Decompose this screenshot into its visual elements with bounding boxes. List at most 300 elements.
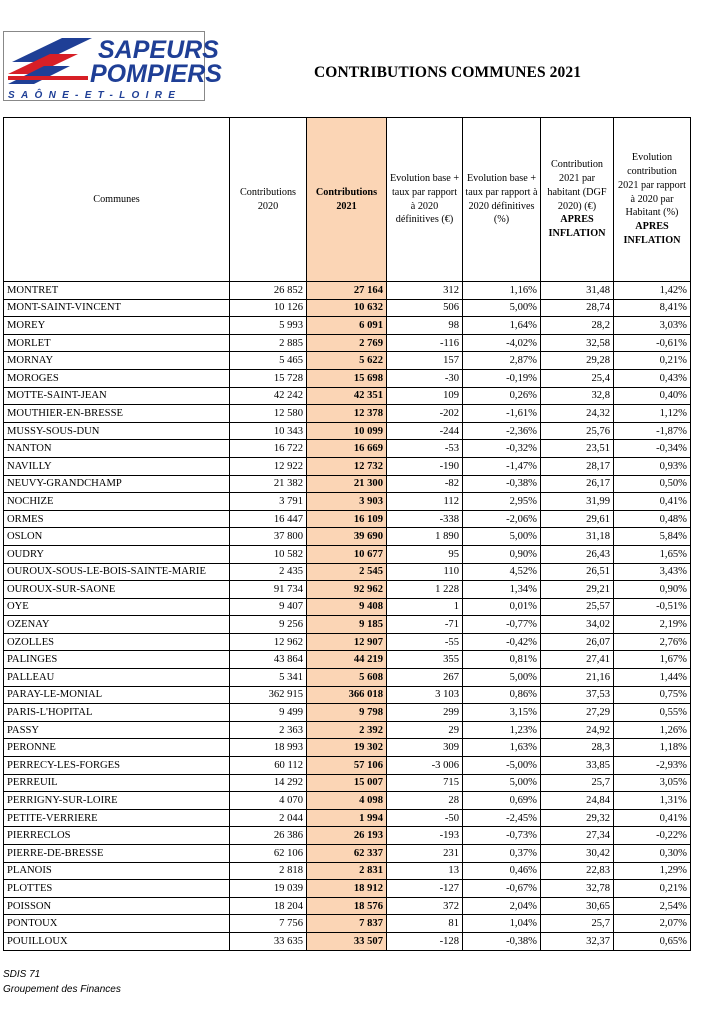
cell-contrib-2020: 33 635 (230, 932, 307, 950)
cell-commune: OZOLLES (4, 633, 230, 651)
cell-contrib-2021: 2 545 (307, 563, 387, 581)
cell-per-habitant: 31,99 (541, 493, 614, 511)
cell-contrib-2020: 12 922 (230, 457, 307, 475)
cell-evol-habitant: 2,76% (614, 633, 691, 651)
cell-evol-pct: 0,46% (463, 862, 541, 880)
table-row (4, 721, 691, 739)
cell-per-habitant: 26,17 (541, 475, 614, 493)
table-row (4, 440, 691, 458)
logo-line2: POMPIERS (90, 60, 222, 88)
cell-contrib-2021: 26 193 (307, 827, 387, 845)
cell-evol-pct: 1,16% (463, 282, 541, 300)
cell-evol-habitant: 1,26% (614, 721, 691, 739)
cell-commune: MUSSY-SOUS-DUN (4, 422, 230, 440)
cell-commune: PARIS-L'HOPITAL (4, 704, 230, 722)
cell-evol-habitant: 2,19% (614, 616, 691, 634)
cell-evol-pct: 5,00% (463, 774, 541, 792)
cell-evol-eur: 299 (387, 704, 463, 722)
cell-per-habitant: 31,48 (541, 282, 614, 300)
cell-contrib-2020: 60 112 (230, 757, 307, 775)
cell-evol-habitant: 1,12% (614, 405, 691, 423)
cell-commune: MORNAY (4, 352, 230, 370)
cell-evol-pct: 0,69% (463, 792, 541, 810)
cell-contrib-2020: 362 915 (230, 686, 307, 704)
cell-evol-habitant: 1,29% (614, 862, 691, 880)
cell-contrib-2021: 18 576 (307, 897, 387, 915)
cell-evol-habitant: 0,21% (614, 880, 691, 898)
cell-evol-habitant: 2,07% (614, 915, 691, 933)
cell-contrib-2020: 91 734 (230, 581, 307, 599)
cell-per-habitant: 32,58 (541, 334, 614, 352)
cell-contrib-2021: 3 903 (307, 493, 387, 511)
cell-evol-eur: -71 (387, 616, 463, 634)
cell-evol-habitant: 3,05% (614, 774, 691, 792)
cell-per-habitant: 30,65 (541, 897, 614, 915)
cell-evol-eur: 81 (387, 915, 463, 933)
cell-evol-pct: -0,38% (463, 932, 541, 950)
cell-contrib-2021: 15 698 (307, 369, 387, 387)
table-row (4, 915, 691, 933)
cell-commune: PASSY (4, 721, 230, 739)
table-row (4, 792, 691, 810)
cell-commune: NAVILLY (4, 457, 230, 475)
cell-contrib-2021: 7 837 (307, 915, 387, 933)
table-row (4, 493, 691, 511)
cell-contrib-2021: 27 164 (307, 282, 387, 300)
cell-commune: MOUTHIER-EN-BRESSE (4, 405, 230, 423)
cell-per-habitant: 28,3 (541, 739, 614, 757)
cell-contrib-2020: 12 962 (230, 633, 307, 651)
cell-evol-eur: 231 (387, 845, 463, 863)
cell-evol-habitant: 8,41% (614, 299, 691, 317)
cell-contrib-2021: 10 677 (307, 545, 387, 563)
cell-evol-pct: -0,38% (463, 475, 541, 493)
cell-per-habitant: 26,43 (541, 545, 614, 563)
cell-contrib-2021: 16 109 (307, 510, 387, 528)
cell-evol-habitant: -2,93% (614, 757, 691, 775)
cell-contrib-2021: 19 302 (307, 739, 387, 757)
cell-evol-habitant: 1,44% (614, 669, 691, 687)
cell-per-habitant: 24,32 (541, 405, 614, 423)
table-row (4, 317, 691, 335)
cell-evol-pct: 0,26% (463, 387, 541, 405)
cell-evol-habitant: -0,22% (614, 827, 691, 845)
table-row (4, 880, 691, 898)
cell-evol-pct: 1,04% (463, 915, 541, 933)
cell-contrib-2021: 2 831 (307, 862, 387, 880)
cell-evol-habitant: 0,41% (614, 493, 691, 511)
cell-evol-pct: 0,37% (463, 845, 541, 863)
cell-evol-eur: 506 (387, 299, 463, 317)
col-header-evol-pct: Evolution base + taux par rapport à 2020 définitives (%) (463, 118, 541, 282)
cell-evol-pct: 1,34% (463, 581, 541, 599)
cell-contrib-2020: 4 070 (230, 792, 307, 810)
table-row (4, 827, 691, 845)
cell-contrib-2020: 18 204 (230, 897, 307, 915)
cell-contrib-2020: 2 435 (230, 563, 307, 581)
cell-contrib-2020: 10 582 (230, 545, 307, 563)
table-row (4, 651, 691, 669)
cell-contrib-2020: 9 499 (230, 704, 307, 722)
table-row (4, 369, 691, 387)
cell-evol-habitant: -0,51% (614, 598, 691, 616)
cell-contrib-2021: 16 669 (307, 440, 387, 458)
table-row (4, 739, 691, 757)
cell-commune: OZENAY (4, 616, 230, 634)
cell-contrib-2021: 12 378 (307, 405, 387, 423)
cell-per-habitant: 22,83 (541, 862, 614, 880)
table-row (4, 845, 691, 863)
cell-per-habitant: 32,8 (541, 387, 614, 405)
cell-contrib-2020: 2 818 (230, 862, 307, 880)
cell-per-habitant: 28,2 (541, 317, 614, 335)
cell-contrib-2020: 9 256 (230, 616, 307, 634)
cell-contrib-2021: 1 994 (307, 809, 387, 827)
cell-evol-pct: 4,52% (463, 563, 541, 581)
cell-per-habitant: 32,37 (541, 932, 614, 950)
cell-per-habitant: 26,07 (541, 633, 614, 651)
footer-org: SDIS 71 (3, 969, 41, 980)
table-row (4, 387, 691, 405)
cell-commune: PONTOUX (4, 915, 230, 933)
footer (3, 967, 121, 997)
table-row (4, 334, 691, 352)
cell-evol-eur: -82 (387, 475, 463, 493)
cell-evol-habitant: 1,65% (614, 545, 691, 563)
cell-per-habitant: 29,21 (541, 581, 614, 599)
cell-commune: POISSON (4, 897, 230, 915)
cell-evol-eur: 355 (387, 651, 463, 669)
cell-evol-pct: 2,87% (463, 352, 541, 370)
cell-contrib-2021: 12 907 (307, 633, 387, 651)
cell-contrib-2021: 366 018 (307, 686, 387, 704)
contributions-table (3, 117, 691, 951)
cell-commune: MOTTE-SAINT-JEAN (4, 387, 230, 405)
cell-evol-habitant: -0,34% (614, 440, 691, 458)
cell-contrib-2020: 16 447 (230, 510, 307, 528)
col-header-evol-habitant (614, 118, 691, 282)
cell-evol-habitant: 0,50% (614, 475, 691, 493)
col-header-contrib-2020: Contributions 2020 (230, 118, 307, 282)
cell-contrib-2020: 18 993 (230, 739, 307, 757)
cell-evol-eur: -244 (387, 422, 463, 440)
cell-evol-pct: -0,73% (463, 827, 541, 845)
cell-contrib-2021: 10 632 (307, 299, 387, 317)
cell-contrib-2020: 2 885 (230, 334, 307, 352)
cell-evol-habitant: 0,90% (614, 581, 691, 599)
cell-contrib-2020: 21 382 (230, 475, 307, 493)
cell-evol-pct: -0,32% (463, 440, 541, 458)
table-row (4, 704, 691, 722)
table-row (4, 809, 691, 827)
cell-evol-eur: 109 (387, 387, 463, 405)
cell-evol-pct: -2,45% (463, 809, 541, 827)
cell-evol-pct: 5,00% (463, 299, 541, 317)
cell-contrib-2020: 5 993 (230, 317, 307, 335)
table-row (4, 475, 691, 493)
cell-evol-eur: 110 (387, 563, 463, 581)
table-row (4, 528, 691, 546)
cell-commune: MOROGES (4, 369, 230, 387)
cell-per-habitant: 25,4 (541, 369, 614, 387)
table-row (4, 563, 691, 581)
cell-evol-habitant: 2,54% (614, 897, 691, 915)
cell-evol-pct: -0,42% (463, 633, 541, 651)
cell-evol-habitant: -0,61% (614, 334, 691, 352)
cell-evol-pct: -2,06% (463, 510, 541, 528)
cell-evol-eur: -3 006 (387, 757, 463, 775)
table-body (4, 282, 691, 951)
cell-evol-habitant: 0,93% (614, 457, 691, 475)
cell-evol-pct: -0,77% (463, 616, 541, 634)
cell-evol-pct: 1,23% (463, 721, 541, 739)
cell-per-habitant: 27,29 (541, 704, 614, 722)
cell-contrib-2021: 92 962 (307, 581, 387, 599)
col-header-commune: Communes (4, 118, 230, 282)
cell-evol-pct: 1,64% (463, 317, 541, 335)
cell-contrib-2021: 18 912 (307, 880, 387, 898)
cell-evol-habitant: 0,48% (614, 510, 691, 528)
table-row (4, 897, 691, 915)
cell-contrib-2020: 12 580 (230, 405, 307, 423)
cell-evol-eur: -190 (387, 457, 463, 475)
table-row (4, 352, 691, 370)
cell-contrib-2021: 6 091 (307, 317, 387, 335)
table-row (4, 457, 691, 475)
cell-contrib-2020: 42 242 (230, 387, 307, 405)
cell-per-habitant: 25,57 (541, 598, 614, 616)
cell-commune: MONT-SAINT-VINCENT (4, 299, 230, 317)
cell-evol-eur: -50 (387, 809, 463, 827)
cell-evol-pct: -1,47% (463, 457, 541, 475)
cell-evol-eur: -338 (387, 510, 463, 528)
table-row (4, 510, 691, 528)
logo-line1: SAPEURS (98, 36, 219, 64)
cell-commune: PIERRE-DE-BRESSE (4, 845, 230, 863)
cell-per-habitant: 30,42 (541, 845, 614, 863)
cell-contrib-2021: 15 007 (307, 774, 387, 792)
col-header-contrib-2021-label: Contributions 2021 (315, 186, 378, 212)
cell-evol-eur: -202 (387, 405, 463, 423)
cell-evol-pct: 1,63% (463, 739, 541, 757)
table-row (4, 405, 691, 423)
page-title: CONTRIBUTIONS COMMUNES 2021 (314, 64, 582, 81)
cell-evol-eur: 28 (387, 792, 463, 810)
table-row (4, 686, 691, 704)
cell-contrib-2020: 15 728 (230, 369, 307, 387)
cell-evol-eur: 3 103 (387, 686, 463, 704)
cell-evol-eur: -116 (387, 334, 463, 352)
cell-per-habitant: 33,85 (541, 757, 614, 775)
table-row (4, 757, 691, 775)
cell-per-habitant: 37,53 (541, 686, 614, 704)
cell-per-habitant: 21,16 (541, 669, 614, 687)
table-row (4, 669, 691, 687)
cell-contrib-2021: 62 337 (307, 845, 387, 863)
cell-per-habitant: 29,28 (541, 352, 614, 370)
cell-evol-eur: 1 890 (387, 528, 463, 546)
cell-contrib-2020: 14 292 (230, 774, 307, 792)
cell-evol-habitant: 0,30% (614, 845, 691, 863)
cell-per-habitant: 27,41 (541, 651, 614, 669)
cell-per-habitant: 28,17 (541, 457, 614, 475)
col-header-contrib-2021 (307, 118, 387, 282)
cell-commune: OUROUX-SUR-SAONE (4, 581, 230, 599)
cell-per-habitant: 24,92 (541, 721, 614, 739)
cell-evol-pct: 2,04% (463, 897, 541, 915)
cell-evol-eur: -193 (387, 827, 463, 845)
cell-contrib-2021: 9 798 (307, 704, 387, 722)
cell-evol-pct: 0,90% (463, 545, 541, 563)
cell-evol-habitant: 3,43% (614, 563, 691, 581)
cell-per-habitant: 31,18 (541, 528, 614, 546)
cell-commune: PERREUIL (4, 774, 230, 792)
cell-commune: MORLET (4, 334, 230, 352)
cell-evol-pct: -0,67% (463, 880, 541, 898)
cell-evol-pct: 0,81% (463, 651, 541, 669)
cell-commune: POUILLOUX (4, 932, 230, 950)
cell-contrib-2020: 5 465 (230, 352, 307, 370)
cell-commune: PETITE-VERRIERE (4, 809, 230, 827)
cell-commune: NOCHIZE (4, 493, 230, 511)
cell-contrib-2021: 9 185 (307, 616, 387, 634)
cell-evol-eur: 98 (387, 317, 463, 335)
cell-evol-habitant: 0,21% (614, 352, 691, 370)
table-row (4, 598, 691, 616)
cell-commune: PLOTTES (4, 880, 230, 898)
cell-evol-habitant: 0,43% (614, 369, 691, 387)
table-row (4, 862, 691, 880)
cell-evol-habitant: 0,75% (614, 686, 691, 704)
cell-commune: NANTON (4, 440, 230, 458)
cell-per-habitant: 25,7 (541, 774, 614, 792)
cell-evol-habitant: 0,55% (614, 704, 691, 722)
cell-contrib-2021: 12 732 (307, 457, 387, 475)
cell-evol-habitant: -1,87% (614, 422, 691, 440)
footer-dept: Groupement des Finances (3, 984, 121, 995)
cell-contrib-2020: 5 341 (230, 669, 307, 687)
cell-commune: PALLEAU (4, 669, 230, 687)
cell-contrib-2021: 39 690 (307, 528, 387, 546)
cell-contrib-2021: 42 351 (307, 387, 387, 405)
cell-contrib-2021: 2 769 (307, 334, 387, 352)
cell-contrib-2021: 5 622 (307, 352, 387, 370)
table-row (4, 545, 691, 563)
cell-evol-eur: 372 (387, 897, 463, 915)
table-row (4, 299, 691, 317)
cell-evol-habitant: 0,65% (614, 932, 691, 950)
cell-evol-habitant: 0,40% (614, 387, 691, 405)
cell-contrib-2021: 5 608 (307, 669, 387, 687)
cell-contrib-2020: 2 363 (230, 721, 307, 739)
cell-contrib-2020: 10 126 (230, 299, 307, 317)
cell-evol-pct: 3,15% (463, 704, 541, 722)
cell-evol-eur: -128 (387, 932, 463, 950)
cell-contrib-2020: 9 407 (230, 598, 307, 616)
cell-evol-habitant: 1,18% (614, 739, 691, 757)
col-header-per-habitant-bold: APRES INFLATION (548, 214, 606, 240)
col-header-evol-habitant-label: Evolution contribution 2021 par rapport à 2020 par Habitant (%) (618, 152, 686, 219)
cell-contrib-2021: 10 099 (307, 422, 387, 440)
cell-evol-eur: -127 (387, 880, 463, 898)
col-header-evol-habitant-bold: APRES INFLATION (623, 221, 681, 246)
cell-evol-eur: -53 (387, 440, 463, 458)
cell-per-habitant: 34,02 (541, 616, 614, 634)
cell-evol-eur: 29 (387, 721, 463, 739)
cell-per-habitant: 26,51 (541, 563, 614, 581)
cell-contrib-2020: 10 343 (230, 422, 307, 440)
cell-contrib-2021: 33 507 (307, 932, 387, 950)
cell-contrib-2020: 16 722 (230, 440, 307, 458)
table-row (4, 633, 691, 651)
cell-evol-pct: -4,02% (463, 334, 541, 352)
cell-evol-pct: -1,61% (463, 405, 541, 423)
cell-contrib-2021: 21 300 (307, 475, 387, 493)
cell-evol-pct: 0,01% (463, 598, 541, 616)
cell-per-habitant: 32,78 (541, 880, 614, 898)
cell-contrib-2020: 26 386 (230, 827, 307, 845)
cell-evol-eur: 309 (387, 739, 463, 757)
cell-per-habitant: 24,84 (541, 792, 614, 810)
cell-per-habitant: 29,61 (541, 510, 614, 528)
cell-evol-eur: -55 (387, 633, 463, 651)
cell-evol-habitant: 1,42% (614, 282, 691, 300)
cell-evol-eur: 1 228 (387, 581, 463, 599)
cell-per-habitant: 23,51 (541, 440, 614, 458)
cell-evol-eur: 95 (387, 545, 463, 563)
table-row (4, 422, 691, 440)
cell-evol-pct: 2,95% (463, 493, 541, 511)
cell-commune: PERRECY-LES-FORGES (4, 757, 230, 775)
cell-per-habitant: 25,76 (541, 422, 614, 440)
cell-evol-pct: -2,36% (463, 422, 541, 440)
cell-contrib-2021: 44 219 (307, 651, 387, 669)
cell-contrib-2020: 3 791 (230, 493, 307, 511)
cell-commune: OUROUX-SOUS-LE-BOIS-SAINTE-MARIE (4, 563, 230, 581)
cell-commune: PERONNE (4, 739, 230, 757)
table-row (4, 282, 691, 300)
flag-stripes-icon (4, 32, 222, 101)
table-row (4, 774, 691, 792)
col-header-evol-eur: Evolution base + taux par rapport à 2020 définitives (€) (387, 118, 463, 282)
cell-commune: ORMES (4, 510, 230, 528)
col-header-per-habitant-label: Contribution 2021 par habitant (DGF 2020) (€) (547, 159, 607, 212)
cell-evol-eur: 112 (387, 493, 463, 511)
cell-evol-eur: 715 (387, 774, 463, 792)
cell-contrib-2020: 26 852 (230, 282, 307, 300)
cell-contrib-2020: 2 044 (230, 809, 307, 827)
cell-per-habitant: 27,34 (541, 827, 614, 845)
cell-commune: OYE (4, 598, 230, 616)
sdis-logo (3, 31, 222, 101)
cell-commune: PARAY-LE-MONIAL (4, 686, 230, 704)
cell-evol-eur: 1 (387, 598, 463, 616)
cell-evol-eur: 312 (387, 282, 463, 300)
cell-contrib-2020: 19 039 (230, 880, 307, 898)
cell-commune: NEUVY-GRANDCHAMP (4, 475, 230, 493)
cell-evol-habitant: 0,41% (614, 809, 691, 827)
col-header-per-habitant (541, 118, 614, 282)
logo-subtitle: SAÔNE-ET-LOIRE (8, 90, 182, 101)
cell-commune: MOREY (4, 317, 230, 335)
cell-contrib-2020: 62 106 (230, 845, 307, 863)
cell-per-habitant: 29,32 (541, 809, 614, 827)
cell-evol-habitant: 1,31% (614, 792, 691, 810)
cell-evol-eur: 157 (387, 352, 463, 370)
cell-evol-pct: 5,00% (463, 669, 541, 687)
cell-contrib-2021: 4 098 (307, 792, 387, 810)
cell-evol-eur: 13 (387, 862, 463, 880)
